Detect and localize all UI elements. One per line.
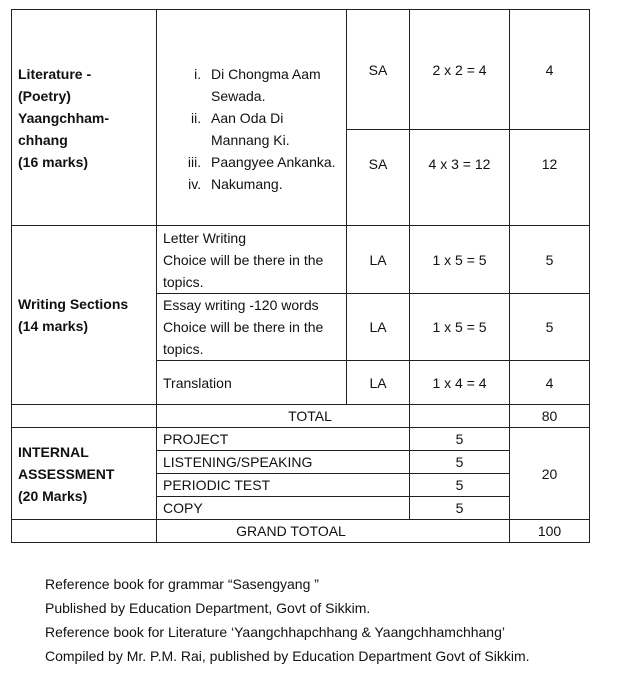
assessment-item: LISTENING/SPEAKING [157,451,410,474]
reference-line: Reference book for Literature ‘Yaangchhapchhang & Yaangchhamchhang’ [45,624,505,640]
section-literature: Literature - (Poetry) Yaangchham- chhang (16 marks) [12,10,157,226]
marks-calculation: 1 x 5 = 5 [410,294,510,361]
total-marks: 80 [510,405,590,428]
topic-cell: Letter Writing Choice will be there in the topics. [157,226,347,294]
table-row [12,428,590,451]
marks-distribution-table [11,9,590,543]
list-item: iii. Paangyee Ankanka. [205,151,340,173]
total-label: TOTAL [157,405,410,428]
empty-cell [12,405,157,428]
assessment-marks: 5 [410,474,510,497]
poem-list-cell [157,10,347,226]
reference-line: Published by Education Department, Govt of Sikkim. [45,600,371,616]
assessment-marks: 5 [410,451,510,474]
question-type: SA [347,10,410,130]
list-item: i. Di Chongma Aam Sewada. [205,63,340,107]
question-type: SA [347,130,410,226]
table-row [12,226,590,294]
marks-value: 12 [510,130,590,226]
marks-calculation: 2 x 2 = 4 [410,10,510,130]
assessment-marks: 5 [410,428,510,451]
reference-notes [45,572,530,668]
marks-value: 4 [510,361,590,405]
marks-value: 5 [510,294,590,361]
table-row [12,10,590,130]
list-item: ii. Aan Oda Di Mannang Ki. [205,107,340,151]
reference-line: Compiled by Mr. P.M. Rai, published by Education Department Govt of Sikkim. [45,648,530,664]
assessment-item: PROJECT [157,428,410,451]
internal-marks: 20 [510,428,590,520]
assessment-marks: 5 [410,497,510,520]
marks-value: 4 [510,10,590,130]
list-item: iv. Nakumang. [205,173,340,195]
section-writing: Writing Sections (14 marks) [12,226,157,405]
question-type: LA [347,294,410,361]
poem-list [163,63,340,195]
topic-cell: Essay writing -120 words Choice will be there in the topics. [157,294,347,361]
empty-cell [12,520,157,543]
grand-total-label: GRAND TOTOAL [157,520,510,543]
table-row [12,405,590,428]
marks-calculation: 4 x 3 = 12 [410,130,510,226]
assessment-item: PERIODIC TEST [157,474,410,497]
topic-cell: Translation [157,361,347,405]
assessment-item: COPY [157,497,410,520]
table-row [12,520,590,543]
marks-calculation: 1 x 4 = 4 [410,361,510,405]
grand-total-marks: 100 [510,520,590,543]
section-internal-assessment: INTERNAL ASSESSMENT (20 Marks) [12,428,157,520]
question-type: LA [347,226,410,294]
reference-line: Reference book for grammar “Sasengyang ” [45,576,319,592]
question-type: LA [347,361,410,405]
marks-calculation: 1 x 5 = 5 [410,226,510,294]
marks-value: 5 [510,226,590,294]
empty-cell [410,405,510,428]
